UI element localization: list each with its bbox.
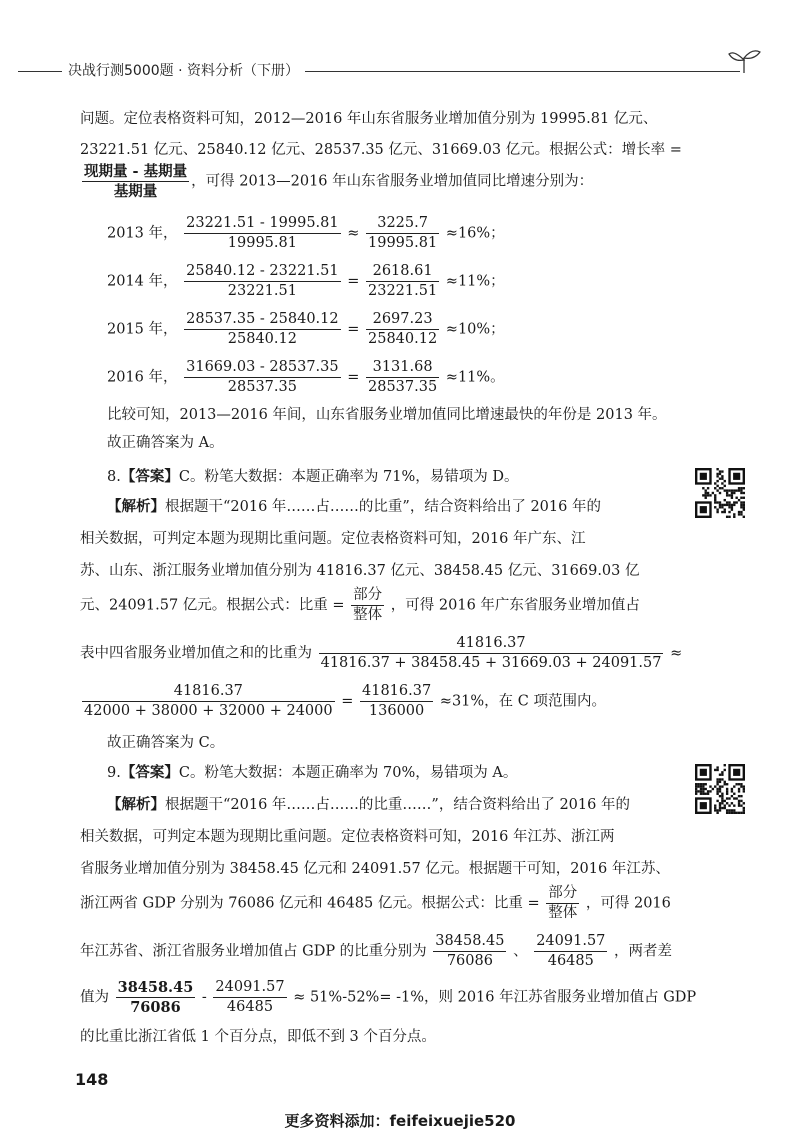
q8-answer-line: 8.【答案】C。粉笔大数据：本题正确率为 71%，易错项为 D。 (107, 468, 519, 485)
q9-analysis-line-4: 浙江两省 GDP 分别为 76086 亿元和 46485 亿元。根据公式：比重 = $\frac{\text{部分}}{\text{整体}}$ ，可得 2016 (80, 885, 671, 921)
intro-line-2: 23221.51 亿元、25840.12 亿元、28537.35 亿元、31669.03 亿元。根据公式：增长率 = (80, 142, 682, 158)
header-rule-left (18, 71, 68, 72)
q8-answer: 故正确答案为 C。 (107, 735, 225, 751)
calc-2013: 2013 年， $\frac{23221.51 - 19995.81}{19995.81}$ ≈ $\frac{3225.7}{19995.81}$ ≈16%； (107, 215, 505, 251)
answer-1: 故正确答案为 A。 (107, 435, 224, 451)
intro-line-1: 问题。定位表格资料可知，2012—2016 年山东省服务业增加值分别为 19995.81 亿元、 (80, 111, 658, 127)
q9-analysis-line-1: 【解析】根据题干“2016 年……占……的比重……”，结合资料给出了 2016 年的 (107, 796, 630, 813)
calc-2014: 2014 年， $\frac{25840.12 - 23221.51}{23221.51}$ = $\frac{2618.61}{23221.51}$ ≈11%； (107, 263, 505, 299)
q8-qr-code[interactable] (695, 468, 745, 518)
q9-analysis-line-5: 年江苏省、浙江省服务业增加值占 GDP 的比重分别为 $\frac{38458.45}{76086}$ 、 $\frac{24091.57}{46485}$ ，两者差 (80, 933, 672, 969)
q8-analysis-line-5: 表中四省服务业增加值之和的比重为 $\frac{41816.37}{41816.37 + 38458.45 + 31669.03 + 24091.57}$ ≈ (80, 635, 683, 671)
q9-answer-line: 9.【答案】C。粉笔大数据：本题正确率为 70%，易错项为 A。 (107, 764, 518, 781)
q9-analysis-line-6: 值为 $\frac{38458.45}{76086}$ - $\frac{24091.57}{46485}$ ≈ 51%-52%= -1%，则 2016 年江苏省服务业增加值占 GDP (80, 979, 697, 1016)
q9-qr-code[interactable] (695, 764, 745, 814)
header-rule-right (300, 71, 740, 72)
q8-analysis-line-6: $\frac{41816.37}{42000 + 38000 + 32000 + 24000}$ = $\frac{41816.37}{136000}$ ≈31%，在 C 项范围内。 (84, 683, 606, 719)
q8-analysis-line-3: 苏、山东、浙江服务业增加值分别为 41816.37 亿元、38458.45 亿元、31669.03 亿 (80, 563, 640, 579)
q8-analysis-line-2: 相关数据，可判定本题为现期比重问题。定位表格资料可知，2016 年广东、江 (80, 531, 586, 547)
q8-analysis-line-4: 元、24091.57 亿元。根据公式：比重 = $\frac{\text{部分}}{\text{整体}}$ ，可得 2016 年广东省服务业增加值占 (80, 587, 640, 623)
sprout-icon (728, 48, 762, 74)
intro-line-3 (80, 162, 593, 201)
header-title: 决战行测5000题 · 资料分析（下册） (62, 60, 305, 80)
intro-line-3-tail: ，可得 2013—2016 年山东省服务业增加值同比增速分别为： (191, 173, 594, 190)
page-number: 148 (75, 1070, 109, 1089)
calc-2015: 2015 年， $\frac{28537.35 - 25840.12}{25840.12}$ = $\frac{2697.23}{25840.12}$ ≈10%； (107, 311, 505, 347)
footer-note: 更多资料添加：feifeixuejie520 (284, 1112, 516, 1130)
conclusion-1: 比较可知，2013—2016 年间，山东省服务业增加值同比增速最快的年份是 2013 年。 (107, 407, 667, 423)
calc-2016: 2016 年， $\frac{31669.03 - 28537.35}{28537.35}$ = $\frac{3131.68}{28537.35}$ ≈11%。 (107, 359, 505, 395)
q9-analysis-line-7: 的比重比浙江省低 1 个百分点，即低不到 3 个百分点。 (80, 1029, 436, 1045)
growth-rate-formula: $\frac{\text{现期量 - 基期量}}{\text{基期量}}$ (84, 163, 188, 200)
q9-analysis-line-3: 省服务业增加值分别为 38458.45 亿元和 24091.57 亿元。根据题干可知，2016 年江苏、 (80, 861, 670, 877)
q8-analysis-line-1: 【解析】根据题干“2016 年……占……的比重”，结合资料给出了 2016 年的 (107, 498, 601, 515)
q9-analysis-line-2: 相关数据，可判定本题为现期比重问题。定位表格资料可知，2016 年江苏、浙江两 (80, 829, 615, 845)
